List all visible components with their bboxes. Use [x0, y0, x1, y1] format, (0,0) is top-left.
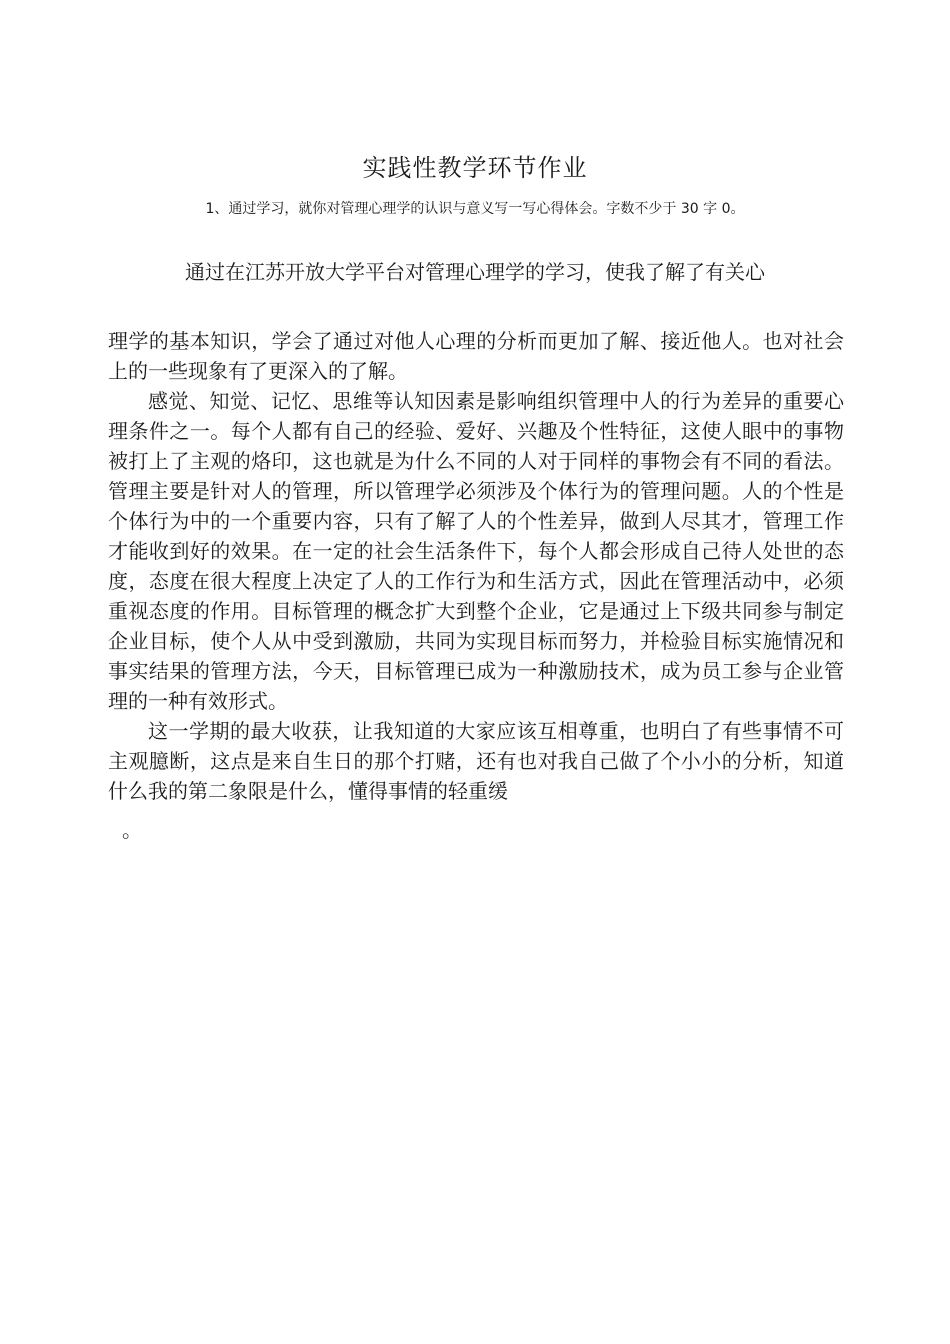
document-body	[108, 326, 844, 806]
paragraph-3: 这一学期的最大收获，让我知道的大家应该互相尊重，也明白了有些事情不可主观臆断，这点是来自生日的那个打赌，还有也对我自己做了个小小的分析，知道什么我的第二象限是什么，懂得事情的轻重缓	[108, 719, 844, 803]
trailing-period: 。	[122, 818, 142, 842]
assignment-question: 1、通过学习，就你对管理心理学的认识与意义写一写心得体会。字数不少于 30 字 0。	[205, 201, 745, 217]
document-title: 实践性教学环节作业	[362, 154, 588, 182]
opening-line: 通过在江苏开放大学平台对管理心理学的学习，使我了解了有关心	[185, 260, 765, 284]
paragraph-1: 理学的基本知识，学会了通过对他人心理的分析而更加了解、接近他人。也对社会上的一些现象有了更深入的了解。	[108, 329, 844, 383]
paragraph-2: 感觉、知觉、记忆、思维等认知因素是影响组织管理中人的行为差异的重要心理条件之一。每个人都有自己的经验、爱好、兴趣及个性特征，这使人眼中的事物被打上了主观的烙印，这也就是为什么不同的人对于同样的事物会有不同的看法。管理主要是针对人的管理，所以管理学必须涉及个体行为的管理问题。人的个性是个体行为中的一个重要内容，只有了解了人的个性差异，做到人尽其才，管理工作才能收到好的效果。在一定的社会生活条件下，每个人都会形成自己待人处世的态度，态度在很大程度上决定了人的工作行为和生活方式，因此在管理活动中，必须重视态度的作用。目标管理的概念扩大到整个企业，它是通过上下级共同参与制定企业目标，使个人从中受到激励，共同为实现目标而努力，并检验目标实施情况和事实结果的管理方法，今天，目标管理已成为一种激励技术，成为员工参与企业管理的一种有效形式。	[108, 389, 844, 713]
